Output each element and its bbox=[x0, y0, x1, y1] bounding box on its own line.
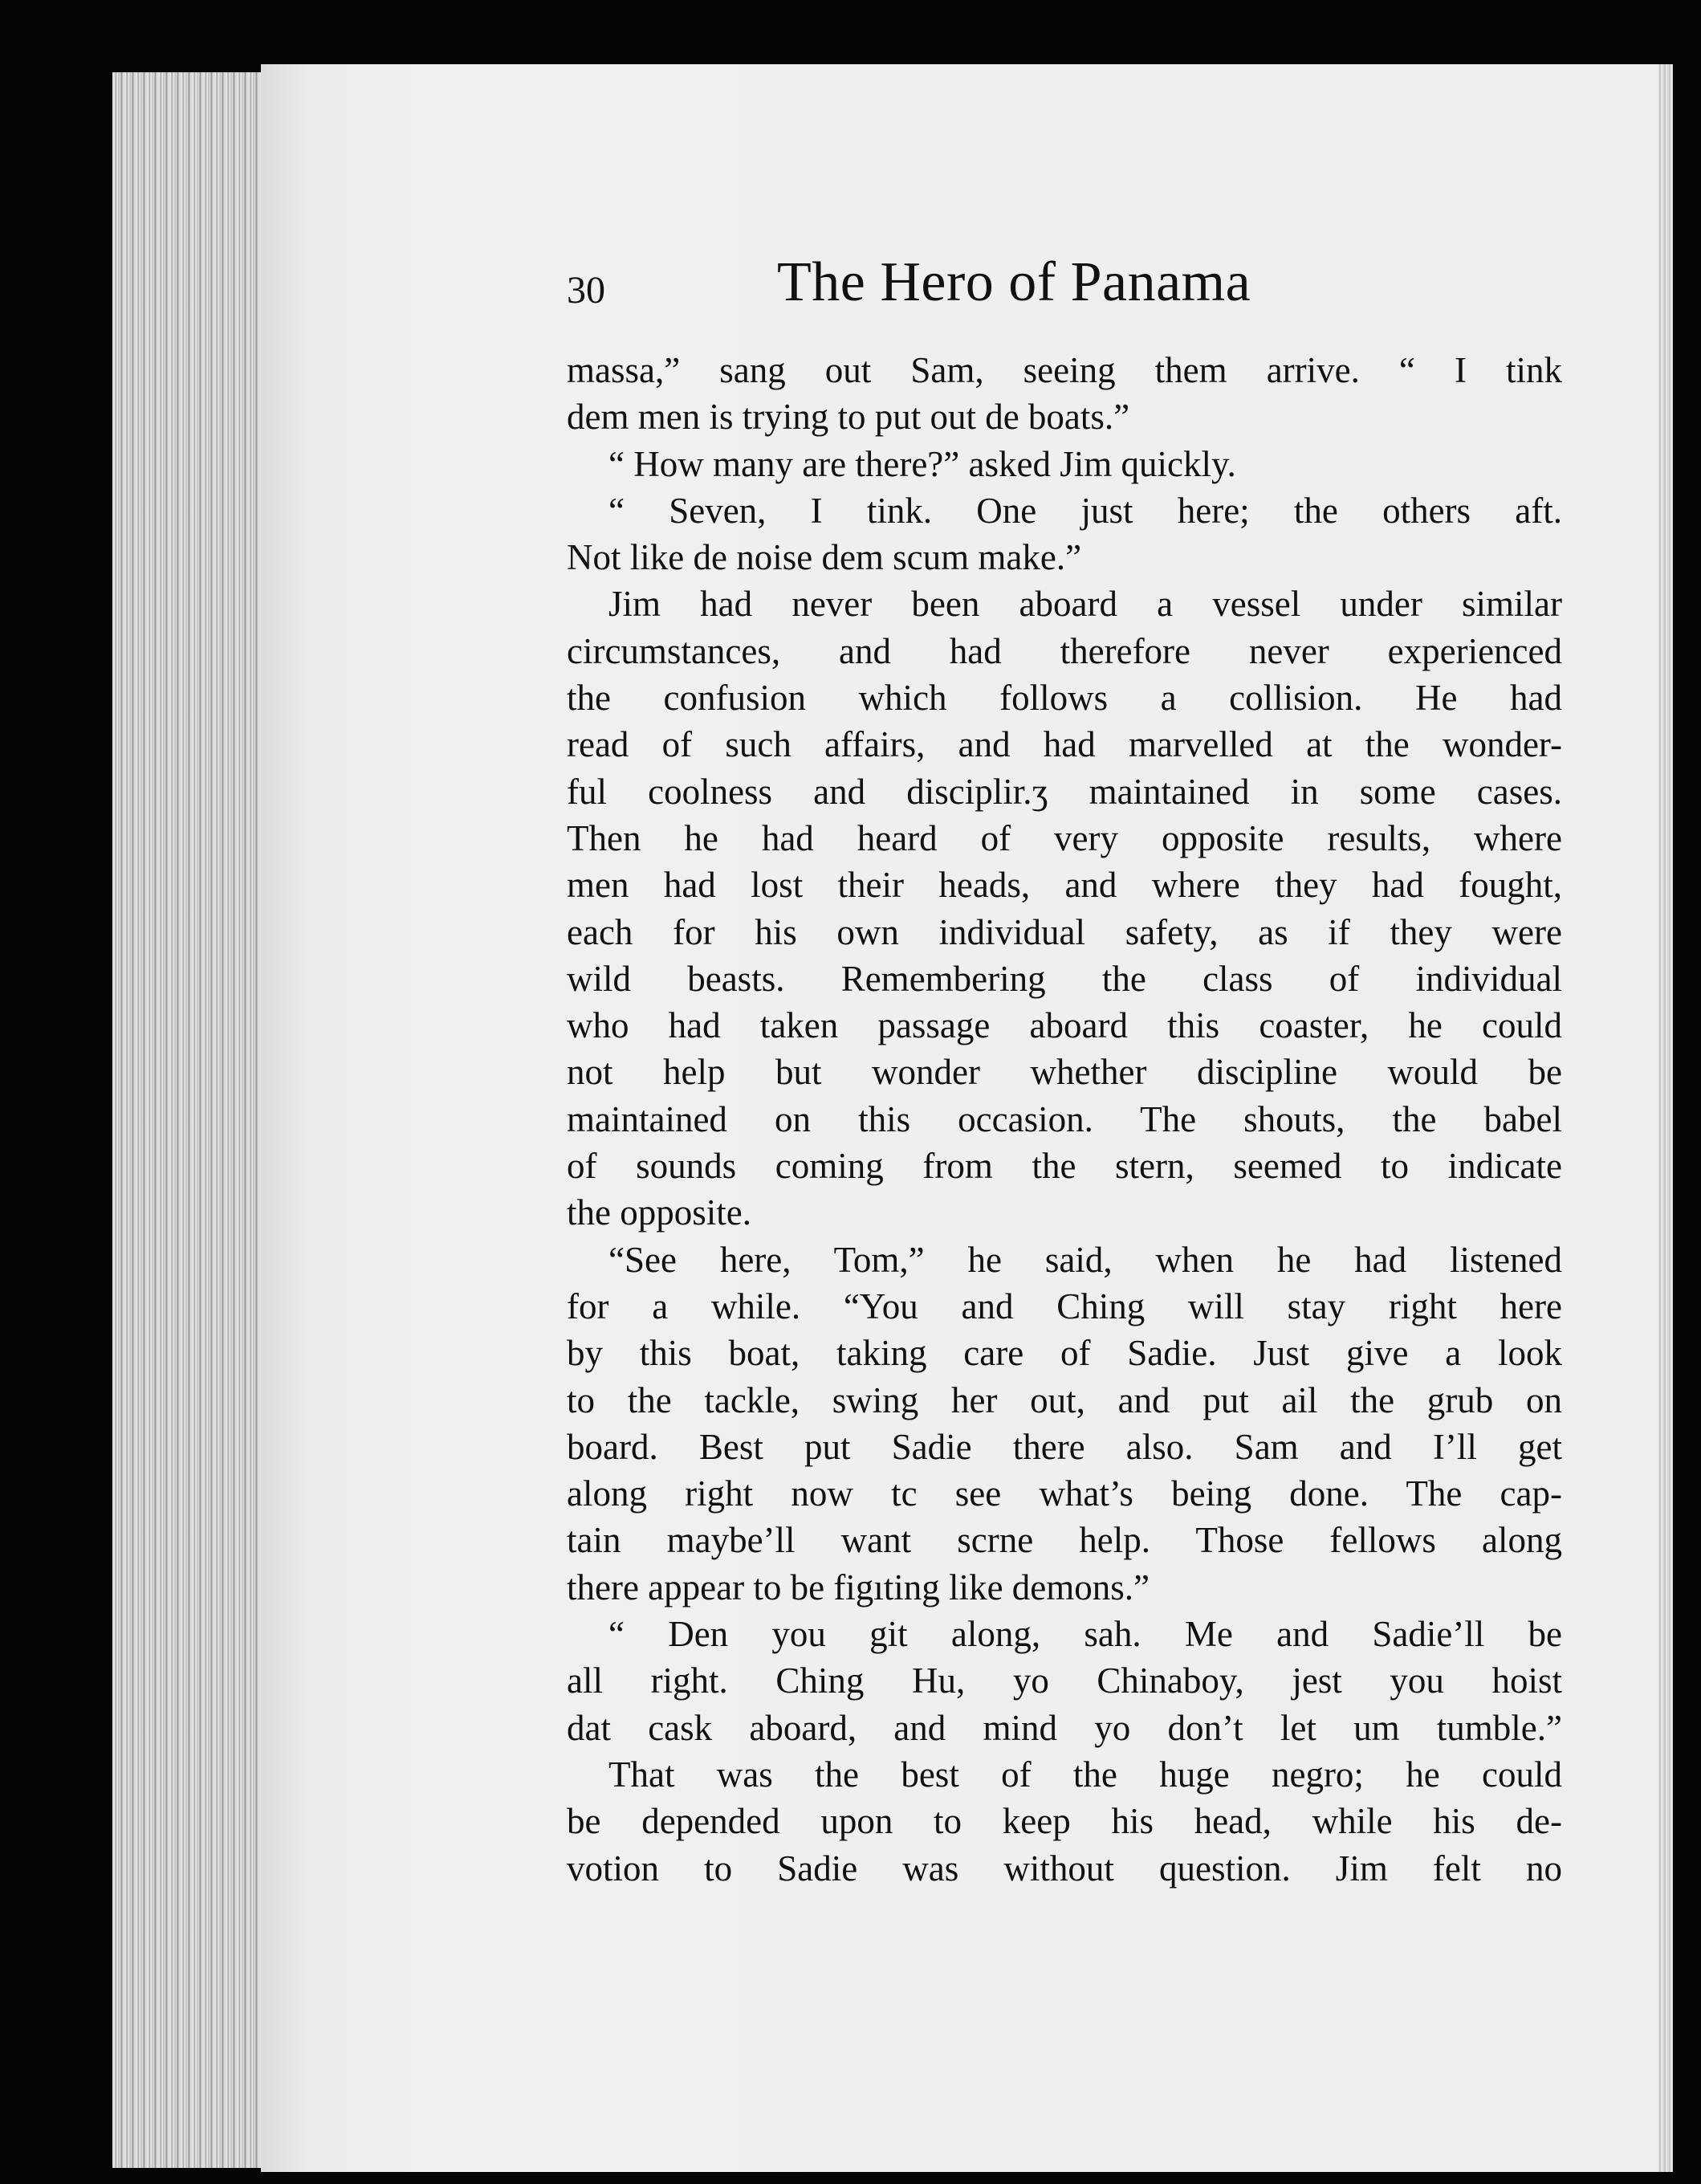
text-line: “ How many are there?” asked Jim quickly. bbox=[608, 443, 1236, 484]
text-line: wild beasts. Remembering the class of individual bbox=[567, 958, 1562, 999]
text-line: votion to Sadie was without question. Jim felt no bbox=[567, 1848, 1562, 1889]
text-line: the confusion which follows a collision. He had bbox=[567, 678, 1562, 719]
page-number: 30 bbox=[567, 269, 605, 312]
text-line: all right. Ching Hu, yo Chinaboy, jest you hoist bbox=[567, 1660, 1562, 1701]
text-line: there appear to be figıting like demons.” bbox=[567, 1567, 1150, 1607]
text-line: maintained on this occasion. The shouts, the babel bbox=[567, 1098, 1562, 1139]
text-line: dat cask aboard, and mind yo don’t let um tumble.” bbox=[567, 1707, 1562, 1748]
page-header bbox=[567, 251, 1562, 323]
text-line: “See here, Tom,” he said, when he had listened bbox=[608, 1239, 1562, 1280]
text-line: board. Best put Sadie there also. Sam and I’ll get bbox=[567, 1426, 1562, 1467]
text-line: tain maybe’ll want scrne help. Those fellows along bbox=[567, 1520, 1562, 1561]
page-edges-left bbox=[112, 72, 273, 2168]
text-line: for a while. “You and Ching will stay right here bbox=[567, 1286, 1562, 1326]
text-line: “ Seven, I tink. One just here; the others aft. bbox=[608, 490, 1562, 531]
text-line: massa,” sang out Sam, seeing them arrive. “ I tink bbox=[567, 350, 1562, 390]
body-text bbox=[567, 347, 1562, 1892]
text-line: be depended upon to keep his head, while his de- bbox=[567, 1801, 1562, 1842]
text-line: to the tackle, swing her out, and put ail the grub on bbox=[567, 1379, 1562, 1420]
text-line: the opposite. bbox=[567, 1192, 751, 1233]
running-title: The Hero of Panama bbox=[777, 251, 1251, 313]
text-line: That was the best of the huge negro; he could bbox=[608, 1754, 1562, 1795]
page-edges-right bbox=[1658, 64, 1673, 2172]
text-line: “ Den you git along, sah. Me and Sadie’ll be bbox=[608, 1614, 1562, 1655]
text-line: men had lost their heads, and where they had fought, bbox=[567, 865, 1562, 906]
text-line: ful coolness and disciplir.ʒ maintained in some cases. bbox=[567, 771, 1562, 812]
text-line: by this boat, taking care of Sadie. Just give a look bbox=[567, 1333, 1562, 1374]
text-line: each for his own individual safety, as if they were bbox=[567, 911, 1562, 952]
text-line: Jim had never been aboard a vessel under similar bbox=[608, 584, 1562, 625]
text-line: who had taken passage aboard this coaster, he could bbox=[567, 1005, 1562, 1046]
text-line: dem men is trying to put out de boats.” bbox=[567, 397, 1130, 438]
text-line: read of such affairs, and had marvelled at the wonder- bbox=[567, 724, 1562, 765]
text-line: Not like de noise dem scum make.” bbox=[567, 537, 1082, 578]
text-line: Then he had heard of very opposite results, where bbox=[567, 817, 1562, 858]
text-line: of sounds coming from the stern, seemed to indicate bbox=[567, 1146, 1562, 1187]
text-line: along right now tc see what’s being done. The cap- bbox=[567, 1473, 1562, 1514]
text-line: not help but wonder whether discipline would be bbox=[567, 1052, 1562, 1093]
text-line: circumstances, and had therefore never experienced bbox=[567, 630, 1562, 671]
